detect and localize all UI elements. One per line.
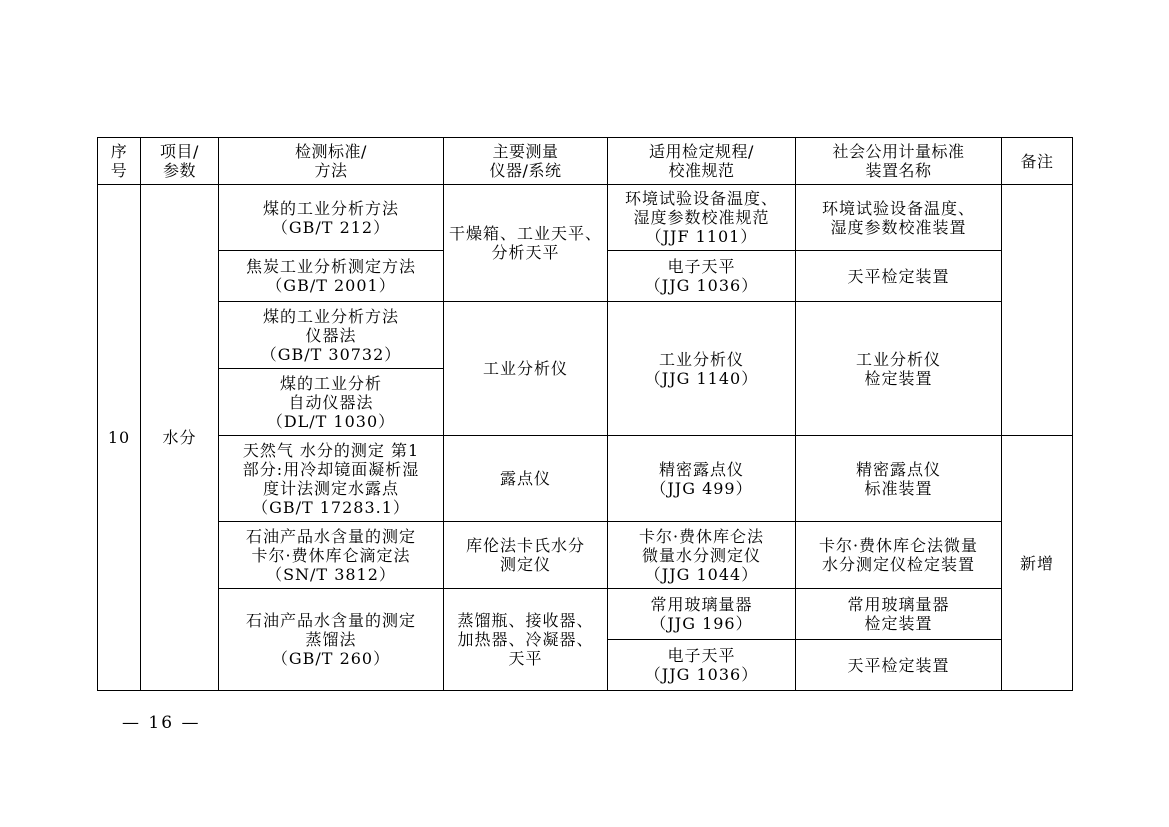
method-cell: 煤的工业分析方法 （GB/T 212） bbox=[219, 185, 444, 251]
method-cell: 石油产品水含量的测定 蒸馏法 （GB/T 260） bbox=[219, 589, 444, 691]
method-cell: 焦炭工业分析测定方法 （GB/T 2001） bbox=[219, 251, 444, 302]
device-cell: 卡尔·费休库仑法微量 水分测定仪检定装置 bbox=[796, 522, 1002, 589]
header-method: 检测标准/ 方法 bbox=[219, 138, 444, 185]
table-row bbox=[98, 185, 1073, 251]
device-cell: 常用玻璃量器 检定装置 bbox=[796, 589, 1002, 640]
header-regulation: 适用检定规程/ 校准规范 bbox=[608, 138, 796, 185]
table-row bbox=[98, 436, 1073, 522]
instrument-cell: 库伦法卡氏水分 测定仪 bbox=[444, 522, 608, 589]
metrology-standards-table bbox=[97, 137, 1073, 691]
header-device: 社会公用计量标准 装置名称 bbox=[796, 138, 1002, 185]
method-cell: 煤的工业分析方法 仪器法 （GB/T 30732） bbox=[219, 302, 444, 369]
param-cell: 水分 bbox=[141, 185, 219, 691]
remark-cell bbox=[1002, 185, 1073, 436]
instrument-cell: 蒸馏瓶、接收器、 加热器、冷凝器、 天平 bbox=[444, 589, 608, 691]
header-param: 项目/ 参数 bbox=[141, 138, 219, 185]
method-cell: 天然气 水分的测定 第1 部分:用冷却镜面凝析湿 度计法测定水露点 （GB/T 17283.1） bbox=[219, 436, 444, 522]
regulation-cell: 环境试验设备温度、 湿度参数校准规范 （JJF 1101） bbox=[608, 185, 796, 251]
page-number: — 16 — bbox=[122, 713, 201, 733]
seq-cell: 10 bbox=[98, 185, 141, 691]
table-row bbox=[98, 522, 1073, 589]
regulation-cell: 常用玻璃量器 （JJG 196） bbox=[608, 589, 796, 640]
method-cell: 石油产品水含量的测定 卡尔·费休库仑滴定法 （SN/T 3812） bbox=[219, 522, 444, 589]
table-row bbox=[98, 302, 1073, 369]
device-cell: 精密露点仪 标准装置 bbox=[796, 436, 1002, 522]
device-cell: 天平检定装置 bbox=[796, 251, 1002, 302]
regulation-cell: 工业分析仪 （JJG 1140） bbox=[608, 302, 796, 436]
instrument-cell: 露点仪 bbox=[444, 436, 608, 522]
header-remark: 备注 bbox=[1002, 138, 1073, 185]
instrument-cell: 干燥箱、工业天平、 分析天平 bbox=[444, 185, 608, 302]
device-cell: 工业分析仪 检定装置 bbox=[796, 302, 1002, 436]
regulation-cell: 电子天平 （JJG 1036） bbox=[608, 640, 796, 691]
remark-cell: 新增 bbox=[1002, 436, 1073, 691]
table-header-row bbox=[98, 138, 1073, 185]
regulation-cell: 精密露点仪 （JJG 499） bbox=[608, 436, 796, 522]
regulation-cell: 卡尔·费休库仑法 微量水分测定仪 （JJG 1044） bbox=[608, 522, 796, 589]
device-cell: 天平检定装置 bbox=[796, 640, 1002, 691]
table-row bbox=[98, 589, 1073, 640]
method-cell: 煤的工业分析 自动仪器法 （DL/T 1030） bbox=[219, 369, 444, 436]
header-instrument: 主要测量 仪器/系统 bbox=[444, 138, 608, 185]
regulation-cell: 电子天平 （JJG 1036） bbox=[608, 251, 796, 302]
instrument-cell: 工业分析仪 bbox=[444, 302, 608, 436]
header-seq: 序 号 bbox=[98, 138, 141, 185]
device-cell: 环境试验设备温度、 湿度参数校准装置 bbox=[796, 185, 1002, 251]
